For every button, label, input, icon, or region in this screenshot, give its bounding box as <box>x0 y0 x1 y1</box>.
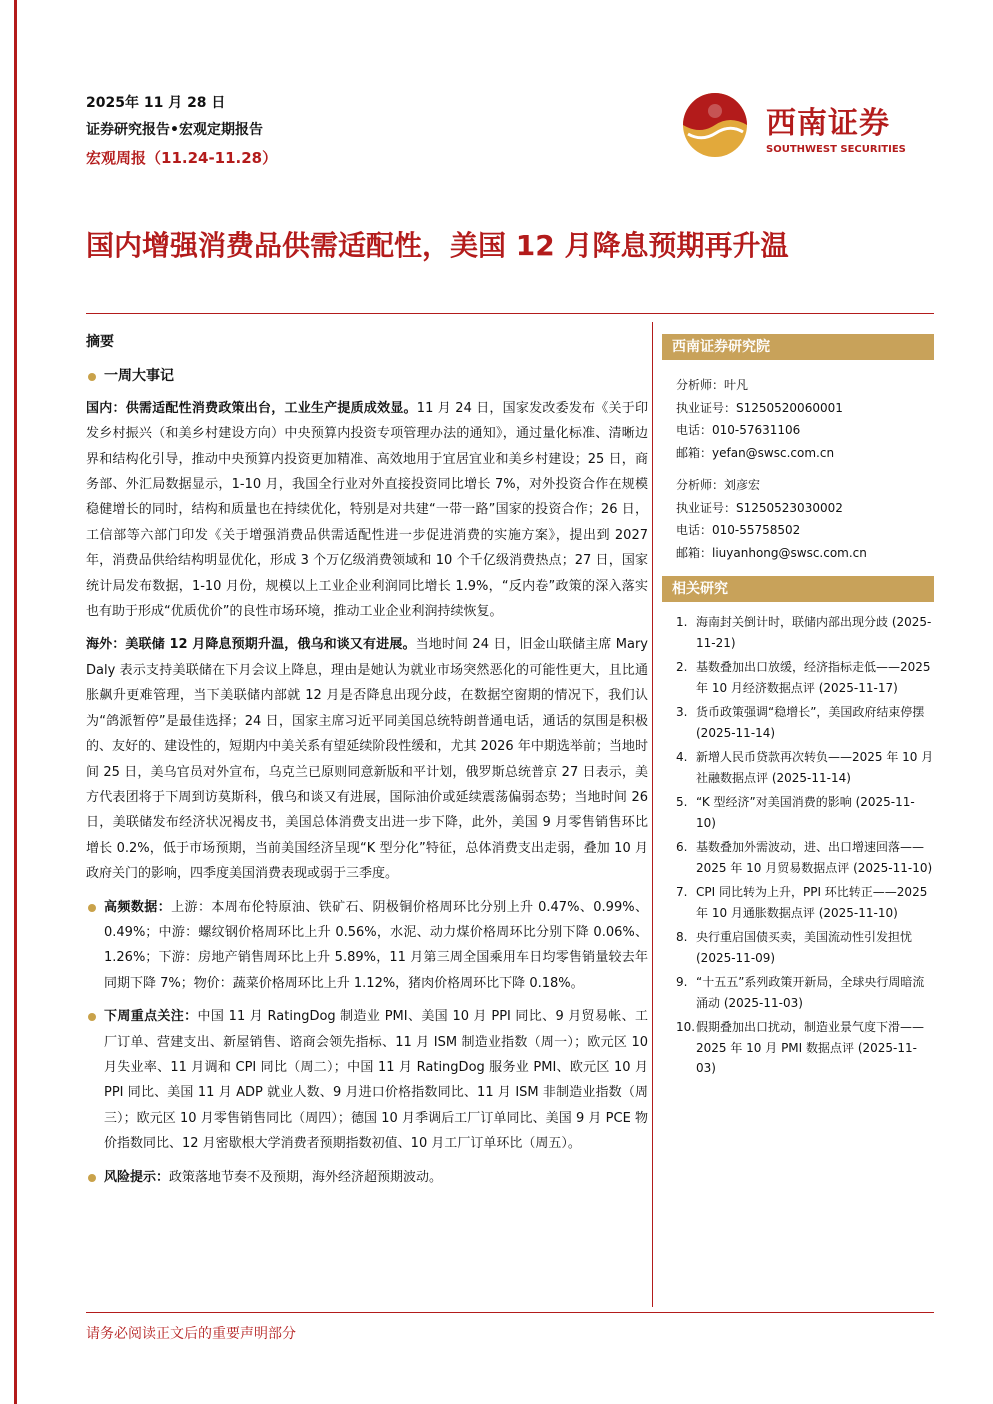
related-item[interactable] <box>676 1017 934 1079</box>
analyst-phone: 电话：010-55758502 <box>676 523 801 537</box>
high-frequency-body: 上游：本周布伦特原油、铁矿石、阴极铜价格周环比分别上升 0.47%、0.99%、0.49%；中游：螺纹钢价格周环比上升 0.56%，水泥、动力煤价格周环比分别下降 0.06%、1.26%；下游：房地产销售周环比上升 5.89%，11 月第三周全国乘用车日均零售销量较去年同期下降 7%；物价：蔬菜价格周环比上升 1.12%，猪肉价格周环比下降 0.18%。 <box>104 899 648 991</box>
related-item[interactable] <box>676 657 934 698</box>
related-item-title: 新增人民币贷款再次转负——2025 年 10 月社融数据点评 (2025-11-14) <box>696 750 934 785</box>
bullet-dot-icon <box>88 904 96 912</box>
abstract-section <box>86 330 648 1198</box>
analyst-phone: 电话：010-57631106 <box>676 423 801 437</box>
high-frequency-block <box>86 895 648 997</box>
related-research-section <box>662 576 934 1079</box>
related-item-number: 1. <box>676 615 688 629</box>
report-title: 国内增强消费品供需适配性，美国 12 月降息预期再升温 <box>86 229 789 262</box>
related-item-title: “K 型经济”对美国消费的影响 (2025-11-10) <box>696 795 915 830</box>
sidebar <box>662 334 934 1083</box>
company-logo <box>680 90 930 160</box>
related-item[interactable] <box>676 612 934 653</box>
related-research-list <box>662 612 934 1079</box>
weekly-events-title: 一周大事记 <box>104 368 174 385</box>
related-item-number: 2. <box>676 660 688 674</box>
related-research-heading: 相关研究 <box>662 576 934 602</box>
related-item[interactable] <box>676 837 934 878</box>
report-date: 2025年 11 月 28 日 <box>86 95 226 111</box>
analyst-name: 分析师：刘彦宏 <box>676 478 761 492</box>
related-item-number: 10. <box>676 1020 696 1034</box>
related-item-title: CPI 同比转为上升，PPI 环比转正——2025 年 10 月通胀数据点评 (2025-11-10) <box>696 885 928 920</box>
related-item[interactable] <box>676 792 934 833</box>
domestic-body: 11 月 24 日，国家发改委发布《关于印发乡村振兴（和美乡村建设方向）中央预算内投资专项管理办法的通知》，通过量化标准、清晰边界和结构化引导，推动中央预算内投资更加精准、高效地用于宜居宜业和美乡村建设；25 日，商务部、外汇局数据显示，1-10 月，我国全行业对外直接投资同比增长 7%，对外投资合作在规模稳健增长的同时，结构和质量也在持续优化，特别是对共建“一带一路”国家的投资合作；26 日，工信部等六部门印发《关于增强消费品供需适配性进一步促进消费的实施方案》，提出到 2027 年，消费品供给结构明显优化，形成 3 个万亿级消费领域和 10 个千亿级消费热点；27 日，国家统计局发布数据，1-10 月份，规模以上工业企业利润同比增长 1.9%，“反内卷”政策的深入落实也有助于形成“优质优价”的良性市场环境，推动工业企业利润持续恢复。 <box>86 400 648 620</box>
logo-chinese-name: 西南证券 <box>766 106 890 141</box>
related-item-title: 海南封关倒计时，联储内部出现分歧 (2025-11-21) <box>696 615 932 650</box>
related-item-number: 4. <box>676 750 688 764</box>
risk-lead: 风险提示： <box>104 1169 170 1185</box>
analyst-card <box>662 474 934 564</box>
related-item-title: 基数叠加外需波动，进、出口增速回落——2025 年 10 月贸易数据点评 (2025-11-10) <box>696 840 933 875</box>
related-item[interactable] <box>676 882 934 923</box>
overseas-paragraph <box>86 632 648 886</box>
analyst-email: 邮箱：liuyanhong@swsc.com.cn <box>676 545 867 560</box>
next-week-body: 中国 11 月 RatingDog 制造业 PMI、美国 10 月 PPI 同比、9 月贸易帐、工厂订单、营建支出、新屋销售、谘商会领先指标、11 月 ISM 制造业指数（周一）；欧元区 10 月失业率、11 月调和 CPI 同比（周二）；中国 11 月 RatingDog 服务业 PMI、欧元区 10 月 PPI 同比、美国 11 月 ADP 就业人数、9 月进口价格指数同比、11 月 ISM 非制造业指数（周三）；欧元区 10 月零售销售同比（周四）；德国 10 月季调后工厂订单同比、美国 9 月 PCE 物价指数同比、12 月密歇根大学消费者预期指数初值、10 月工厂订单环比（周五）。 <box>104 1009 648 1152</box>
related-item[interactable] <box>676 927 934 968</box>
analyst-cert: 执业证号：S1250520060001 <box>676 400 843 415</box>
next-week-block <box>86 1004 648 1156</box>
institute-heading: 西南证券研究院 <box>662 334 934 360</box>
overseas-lead: 海外：美联储 12 月降息预期升温，俄乌和谈又有进展。 <box>86 637 416 653</box>
related-item-number: 8. <box>676 930 688 944</box>
domestic-lead: 国内：供需适配性消费政策出台，工业生产提质成效显。 <box>86 400 417 416</box>
risk-block <box>86 1165 648 1190</box>
weekly-events-heading <box>86 364 648 389</box>
title-divider <box>86 313 934 314</box>
related-item[interactable] <box>676 747 934 788</box>
analyst-cert: 执业证号：S1250523030002 <box>676 500 843 515</box>
related-item-number: 9. <box>676 975 688 989</box>
abstract-heading: 摘要 <box>86 334 114 350</box>
bullet-dot-icon <box>88 1013 96 1021</box>
footer-disclaimer: 请务必阅读正文后的重要声明部分 <box>86 1326 296 1342</box>
column-divider <box>652 322 653 1307</box>
analyst-email: 邮箱：yefan@swsc.com.cn <box>676 445 835 460</box>
risk-body: 政策落地节奏不及预期，海外经济超预期波动。 <box>169 1169 443 1185</box>
weekly-period: 宏观周报（11.24-11.28） <box>86 149 278 167</box>
high-frequency-paragraph <box>104 895 648 997</box>
risk-paragraph <box>104 1165 442 1190</box>
high-frequency-lead: 高频数据： <box>104 899 172 915</box>
left-accent-bar <box>14 0 17 1404</box>
related-item[interactable] <box>676 972 934 1013</box>
logo-emblem-icon <box>680 90 750 160</box>
analyst-card <box>662 374 934 464</box>
related-item-number: 7. <box>676 885 688 899</box>
footer-divider <box>86 1312 934 1313</box>
logo-english-name: SOUTHWEST SECURITIES <box>766 144 906 155</box>
related-item[interactable] <box>676 702 934 743</box>
related-item-title: “十五五”系列政策开新局，全球央行周暗流涌动 (2025-11-03) <box>696 975 925 1010</box>
report-type: 证券研究报告•宏观定期报告 <box>86 122 263 138</box>
related-item-title: 假期叠加出口扰动，制造业景气度下滑——2025 年 10 月 PMI 数据点评 (2025-11-03) <box>696 1020 925 1075</box>
related-item-title: 基数叠加出口放缓，经济指标走低——2025 年 10 月经济数据点评 (2025-11-17) <box>696 660 931 695</box>
related-item-title: 央行重启国债买卖，美国流动性引发担忧 (2025-11-09) <box>696 930 913 965</box>
overseas-body: 当地时间 24 日，旧金山联储主席 Mary Daly 表示支持美联储在下月会议上降息，理由是她认为就业市场突然恶化的可能性更大，且比通胀飙升更难管理，当下美联储内部就 12 月是否降息出现分歧，在数据空窗期的情况下，我们认为“鸽派暂停”是最佳选择；24 日，国家主席习近平同美国总统特朗普通电话，通话的氛围是积极的、友好的、建设性的，短期内中美关系有望延续阶段性缓和，尤其 2026 年中期选举前；当地时间 25 日，美乌官员对外宣布，乌克兰已原则同意新版和平计划，俄罗斯总统普京 27 日表示，美方代表团将于下周到访莫斯科，俄乌和谈又有进展，国际油价或延续震荡偏弱态势；当地时间 26 日，美联储发布经济状况褐皮书，美国总体消费支出进一步下降，此外，美国 9 月零售销售环比增长 0.2%，低于市场预期，当前美国经济呈现“K 型分化”特征，总体消费支出走弱，叠加 10 月政府关门的影响，四季度美国消费表现或弱于三季度。 <box>86 637 648 882</box>
bullet-dot-icon <box>88 373 96 381</box>
bullet-dot-icon <box>88 1174 96 1182</box>
related-item-title: 货币政策强调“稳增长”，美国政府结束停摆 (2025-11-14) <box>696 705 925 740</box>
related-item-number: 6. <box>676 840 688 854</box>
related-item-number: 3. <box>676 705 688 719</box>
domestic-paragraph <box>86 396 648 625</box>
next-week-paragraph <box>104 1004 648 1156</box>
analyst-name: 分析师：叶凡 <box>676 378 749 392</box>
related-item-number: 5. <box>676 795 688 809</box>
next-week-lead: 下周重点关注： <box>104 1009 198 1025</box>
